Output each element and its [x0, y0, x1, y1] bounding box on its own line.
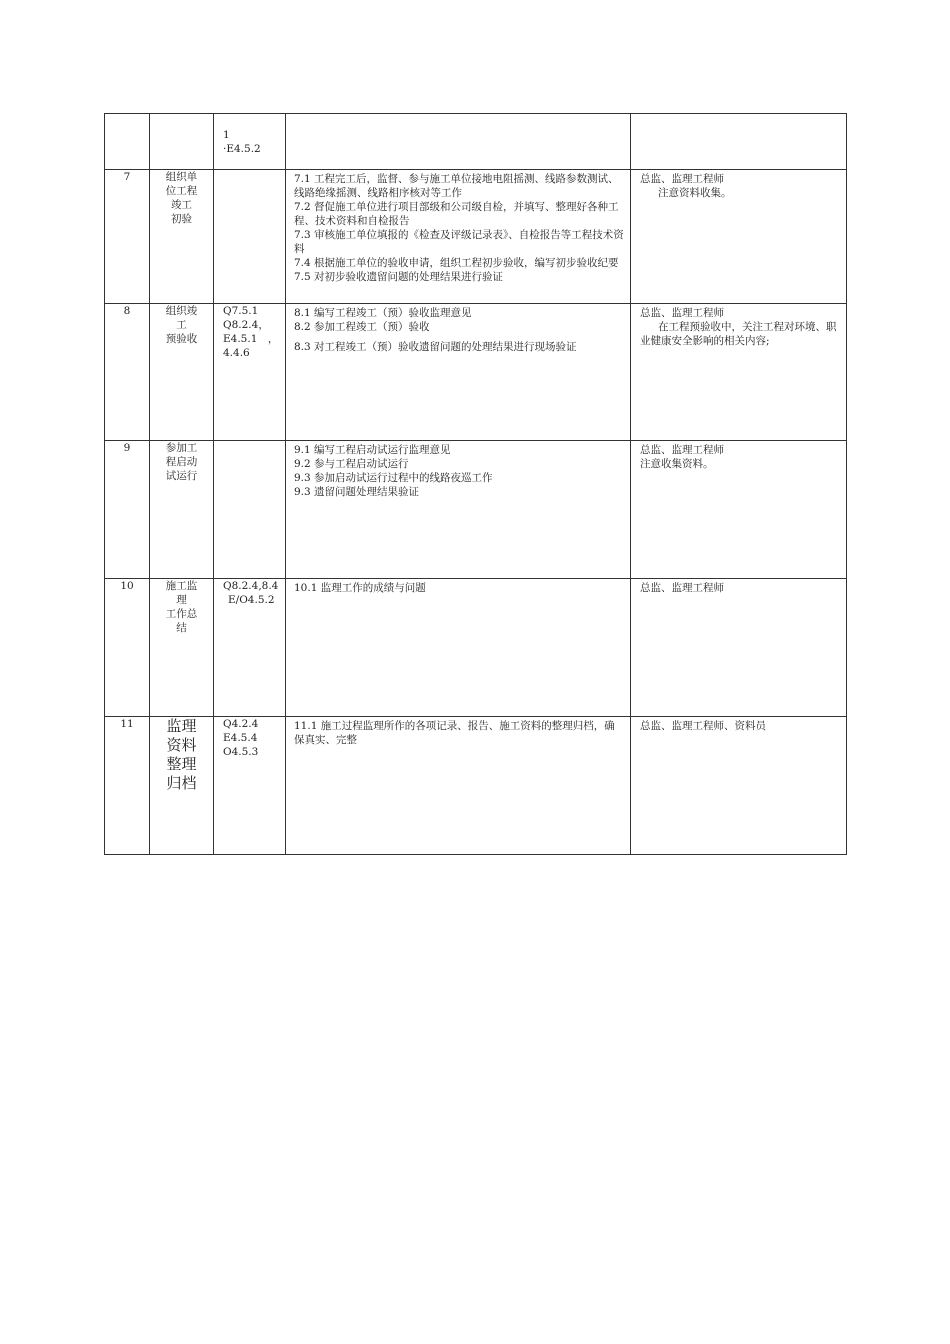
table-row	[105, 170, 847, 304]
work-item: 11.1 施工过程监理所作的各项记录、报告、施工资料的整理归档，确保真实、完整	[294, 720, 615, 746]
standard-ref: O4.5.3	[223, 746, 259, 758]
note-responsible: 总监、监理工程师	[640, 582, 724, 594]
stage-name-line: 组织单	[165, 171, 198, 183]
work-item: 8.3 对工程竣工（预）验收遗留问题的处理结果进行现场验证	[294, 341, 577, 353]
stage-name-line: 施工监	[165, 580, 198, 592]
row-number: 11	[120, 718, 134, 730]
table-row	[105, 717, 847, 855]
work-item: 7.5 对初步验收遗留问题的处理结果进行验证	[294, 271, 504, 283]
supervision-work-table	[104, 113, 847, 855]
stage-name-line: 理	[176, 594, 187, 606]
notes-cell	[631, 114, 847, 170]
row-number-cell	[105, 114, 150, 170]
work-content-cell	[286, 114, 631, 170]
note-text: 注意收集资料。	[640, 458, 714, 470]
work-item: 7.2 督促施工单位进行项目部级和公司级自检，并填写、整理好各种工程、技术资料和自检报告	[294, 201, 619, 227]
standard-ref-cell	[214, 304, 286, 441]
note-text: 在工程预验收中，关注工程对环境、职业健康安全影响的相关内容;	[640, 321, 837, 347]
work-content-cell	[286, 579, 631, 717]
standard-ref: E4.5.1 ，	[223, 333, 279, 345]
work-content-cell	[286, 304, 631, 441]
work-item: 8.2 参加工程竣工（预）验收	[294, 321, 430, 333]
row-number-cell	[105, 170, 150, 304]
table-row	[105, 114, 847, 170]
stage-name-cell	[150, 579, 214, 717]
stage-name-line: 程启动	[165, 456, 198, 468]
row-number-cell	[105, 717, 150, 855]
row-number-cell	[105, 579, 150, 717]
stage-name-cell	[150, 114, 214, 170]
standard-ref: ·E4.5.2	[223, 143, 261, 155]
stage-name-line: 整理	[166, 755, 197, 773]
row-number: 8	[123, 305, 131, 317]
standard-ref: E/O4.5.2	[228, 594, 275, 606]
stage-name-line: 位工程	[165, 185, 198, 197]
standard-ref: 1	[223, 129, 230, 141]
stage-name-line: 资料	[166, 736, 197, 754]
standard-ref-cell	[214, 170, 286, 304]
work-content-cell	[286, 170, 631, 304]
stage-name-line: 参加工	[165, 442, 198, 454]
work-item: 10.1 监理工作的成绩与问题	[294, 582, 426, 594]
stage-name-line: 预验收	[165, 333, 198, 345]
standard-ref: Q7.5.1	[223, 305, 259, 317]
work-item: 9.1 编写工程启动试运行监理意见	[294, 444, 451, 456]
row-number-cell	[105, 304, 150, 441]
standard-ref: 4.4.6	[223, 347, 250, 359]
work-item: 8.1 编写工程竣工（预）验收监理意见	[294, 307, 472, 319]
stage-name-cell	[150, 717, 214, 855]
note-responsible: 总监、监理工程师	[640, 173, 724, 185]
work-content-cell	[286, 717, 631, 855]
stage-name-line: 组织竣	[165, 305, 198, 317]
stage-name-line: 竣工	[171, 199, 192, 211]
table-row	[105, 579, 847, 717]
stage-name-line: 试运行	[165, 470, 198, 482]
standard-ref-cell	[214, 114, 286, 170]
standard-ref: E4.5.4	[223, 732, 258, 744]
standard-ref: Q4.2.4	[223, 718, 259, 730]
stage-name-line: 初验	[171, 213, 192, 225]
stage-name-cell	[150, 304, 214, 441]
stage-name-line: 监理	[166, 717, 197, 735]
note-responsible: 总监、监理工程师	[640, 444, 724, 456]
stage-name-line: 工作总	[165, 608, 198, 620]
row-number-cell	[105, 441, 150, 579]
notes-cell	[631, 579, 847, 717]
note-responsible: 总监、监理工程师	[640, 307, 724, 319]
standard-ref-cell	[214, 441, 286, 579]
work-item: 9.2 参与工程启动试运行	[294, 458, 409, 470]
notes-cell	[631, 441, 847, 579]
standard-ref-cell	[214, 579, 286, 717]
work-item: 9.3 参加启动试运行过程中的线路夜巡工作	[294, 472, 493, 484]
note-text: 注意资料收集。	[658, 187, 732, 199]
standard-ref: Q8.2.4，	[223, 319, 269, 331]
work-item: 7.4 根据施工单位的验收申请，组织工程初步验收，编写初步验收纪要	[294, 257, 619, 269]
stage-name-line: 结	[176, 622, 187, 634]
row-number: 10	[120, 580, 134, 592]
row-number: 7	[123, 171, 131, 183]
stage-name-line: 归档	[166, 774, 197, 792]
notes-cell	[631, 717, 847, 855]
notes-cell	[631, 304, 847, 441]
work-item: 9.3 遗留问题处理结果验证	[294, 486, 420, 498]
stage-name-cell	[150, 441, 214, 579]
work-item: 7.1 工程完工后，监督、参与施工单位接地电阻摇测、线路参数测试、线路绝缘摇测、线路相序核对等工作	[294, 173, 619, 199]
stage-name-line: 工	[176, 319, 187, 331]
work-item: 7.3 审核施工单位填报的《检查及评级记录表》、自检报告等工程技术资料	[294, 229, 624, 255]
standard-ref-cell	[214, 717, 286, 855]
table-row	[105, 441, 847, 579]
note-responsible: 总监、监理工程师、资料员	[640, 720, 766, 732]
table-row	[105, 304, 847, 441]
notes-cell	[631, 170, 847, 304]
work-content-cell	[286, 441, 631, 579]
row-number: 9	[123, 442, 131, 454]
stage-name-cell	[150, 170, 214, 304]
standard-ref: Q8.2.4,8.4	[223, 580, 279, 592]
